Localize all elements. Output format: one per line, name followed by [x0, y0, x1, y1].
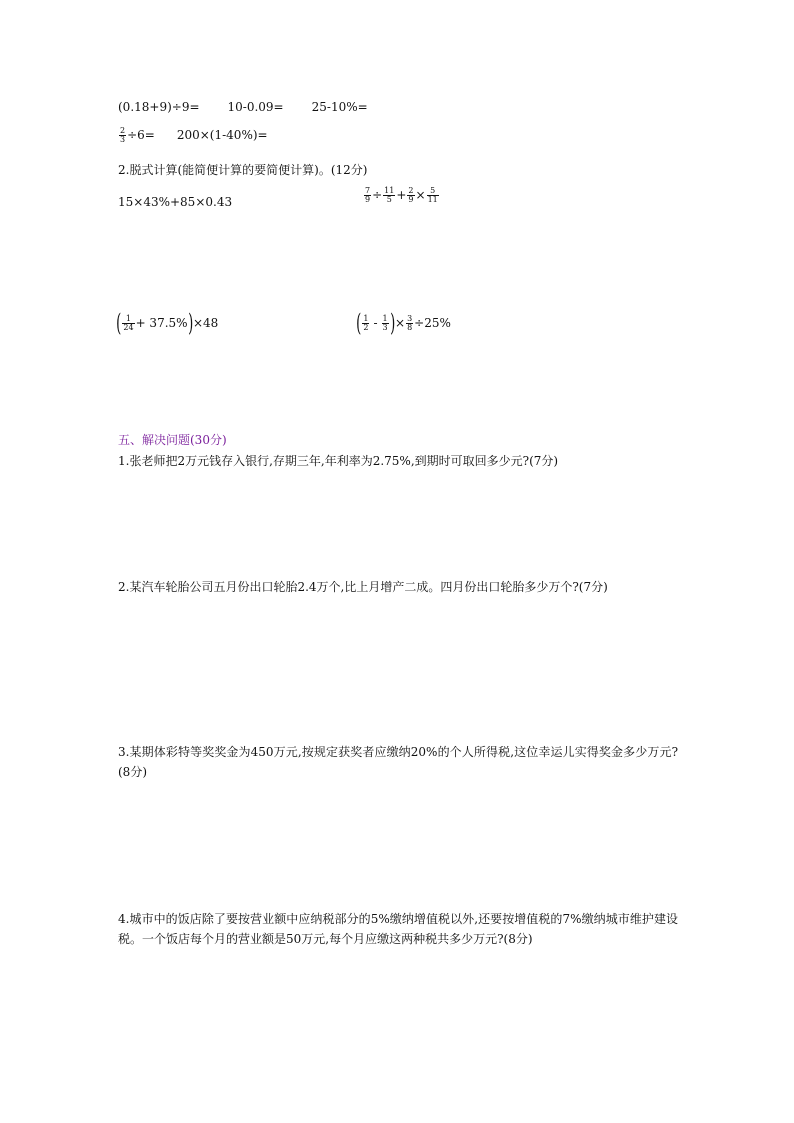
mental-math-item: 25-10%= — [311, 100, 368, 114]
operator: × — [395, 316, 406, 330]
word-problem-2: 2.某汽车轮胎公司五月份出口轮胎2.4万个,比上月增产二成。四月份出口轮胎多少万个?(7分) — [118, 580, 608, 594]
fraction: $\frac{7}{9}$ — [365, 186, 371, 204]
calc-problem-1: 15×43%+85×0.43 — [118, 195, 233, 209]
open-paren: ( — [356, 309, 362, 337]
mental-math-item: (0.18+9)÷9= — [118, 100, 200, 114]
mental-math-row-2 — [118, 127, 268, 144]
fraction: $\frac{1}{3}$ — [382, 313, 388, 332]
close-paren: ) — [389, 309, 395, 337]
word-problem-4: 4.城市中的饭店除了要按营业额中应纳税部分的5%缴纳增值税以外,还要按增值税的7%缴纳城市维护建设税。一个饭店每个月的营业额是50万元,每个月应缴这两种税共多少万元?(8分) — [118, 912, 678, 946]
section-title: 五、解决问题(30分) — [118, 433, 227, 447]
mental-math-item: ÷6= — [127, 128, 155, 142]
fraction: $\frac{2}{9}$ — [408, 186, 414, 204]
operator: + — [396, 188, 407, 202]
fraction: $\frac{2}{3}$ — [120, 126, 126, 144]
fraction: $\frac{5}{11}$ — [427, 186, 438, 204]
close-paren: ) — [187, 309, 193, 337]
operator: ÷ — [372, 188, 383, 202]
calc-heading: 2.脱式计算(能简便计算的要简便计算)。(12分) — [118, 163, 368, 177]
operator: × — [415, 188, 426, 202]
calc-problem-3 — [116, 311, 218, 335]
word-problem-3: 3.某期体彩特等奖奖金为450万元,按规定获奖者应缴纳20%的个人所得税,这位幸运儿实得奖金多少万元?(8分) — [118, 745, 678, 779]
fraction: $\frac{1}{2}$ — [363, 313, 369, 332]
mental-math-row-1 — [118, 101, 368, 113]
mental-math-item: 10-0.09= — [227, 100, 284, 114]
calc-problem-2 — [363, 187, 440, 204]
word-problem-1: 1.张老师把2万元钱存入银行,存期三年,年利率为2.75%,到期时可取回多少元?(7分) — [118, 454, 559, 468]
fraction: $\frac{3}{8}$ — [407, 313, 413, 332]
expression-text: + 37.5% — [135, 316, 188, 330]
mental-math-item: 200×(1-40%)= — [176, 128, 268, 142]
operator: - — [373, 316, 378, 330]
expression-text: ×48 — [192, 316, 219, 330]
open-paren: ( — [116, 309, 122, 337]
fraction: $\frac{1}{24}$ — [123, 313, 134, 332]
expression-text: ÷25% — [414, 316, 451, 330]
fraction: $\frac{11}{5}$ — [384, 186, 395, 204]
calc-problem-4 — [356, 311, 451, 335]
